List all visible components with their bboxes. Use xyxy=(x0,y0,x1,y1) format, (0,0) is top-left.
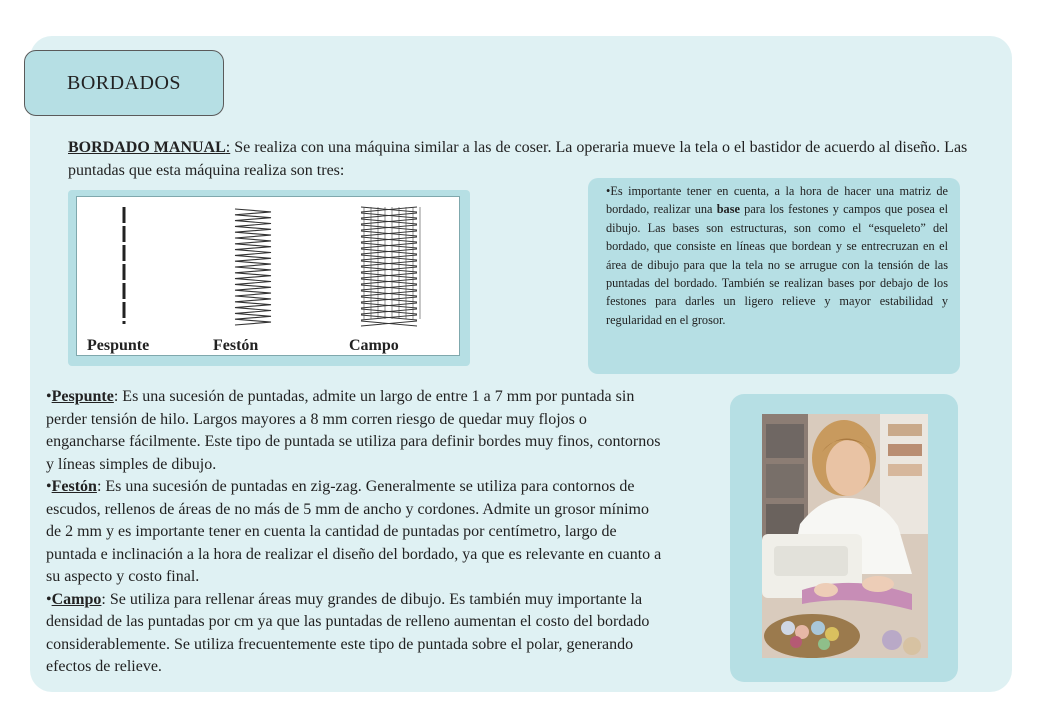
stitch-diagram-frame xyxy=(68,190,470,366)
list-item-pespunte xyxy=(46,386,668,476)
embroidery-photo-illustration xyxy=(762,414,928,658)
stitch-diagram-graphic xyxy=(77,197,461,357)
stitch-types-list xyxy=(46,386,668,679)
intro-paragraph xyxy=(68,136,1018,182)
list-item-campo xyxy=(46,589,668,679)
term-pespunte: Pespunte xyxy=(51,388,114,405)
embroidery-photo xyxy=(762,414,928,658)
list-item-feston xyxy=(46,476,668,589)
stitch-diagram xyxy=(76,196,460,356)
note-text-before: Es importante tener en cuenta, a la hora de hacer una matriz de bordado, realizar una xyxy=(606,184,948,217)
intro-text: Se realiza con una máquina similar a las de coser. La operaria mueve la tela o el bastidor de acuerdo al diseño. Las puntadas que esta máquina realiza son tres: xyxy=(68,139,968,179)
desc-campo: : Se utiliza para rellenar áreas muy grandes de dibujo. Es también muy importante la densidad de las puntadas por cm ya que las puntadas de relleno aumentan el costo del bordado considerablemente. Se utiliza frecuentemente este tipo de puntada sobre el polar, generando efectos de relieve. xyxy=(46,590,650,675)
intro-lead: BORDADO MANUAL xyxy=(68,139,226,156)
term-feston: Festón xyxy=(51,478,97,495)
note-text-after: para los festones y campos que posea el dibujo. Las bases son estructuras, son como el “esqueleto” del bordado, que consiste en líneas que bordean y se entrecruzan en el área de dibujo para que la tela no se arrugue con la tensión de las puntadas del bordado. También se realizan bases por debajo de los festones para darles un ligero relieve y mayor estabilidad y regularidad en el grosor. xyxy=(606,202,948,327)
note-bold-term: base xyxy=(716,202,740,217)
bullet: • xyxy=(46,478,52,495)
slide-title: BORDADOS xyxy=(24,50,224,116)
label-feston: Festón xyxy=(213,337,259,354)
intro-colon: : xyxy=(225,139,231,156)
feston-stitch xyxy=(235,209,271,325)
label-campo: Campo xyxy=(349,337,399,354)
desc-feston: : Es una sucesión de puntadas en zig-zag. Generalmente se utiliza para contornos de escudos, rellenos de áreas de no más de 5 mm de ancho y cordones. Admite un grosor mínimo de 2 mm y es importante tener en cuenta la cantidad de puntadas por centímetro, largo de puntada e inclinación a la hora de realizar el diseño del bordado, ya que es relevante en cuanto a su aspecto y costo final. xyxy=(46,478,662,585)
campo-stitch xyxy=(361,207,420,326)
term-campo: Campo xyxy=(51,590,102,608)
bullet: • xyxy=(46,388,52,405)
photo-frame xyxy=(730,394,958,682)
bullet: • xyxy=(46,590,52,608)
label-pespunte: Pespunte xyxy=(87,337,150,354)
base-note xyxy=(588,178,960,374)
note-bullet: • xyxy=(606,184,611,198)
desc-pespunte: : Es una sucesión de puntadas, admite un largo de entre 1 a 7 mm por puntada sin perder tensión de hilo. Largos mayores a 8 mm corren riesgo de quedar muy flojos o engancharse fácilmente. Este tipo de puntada se utiliza para definir bordes muy finos, contornos y líneas simples de dibujo. xyxy=(46,388,661,473)
